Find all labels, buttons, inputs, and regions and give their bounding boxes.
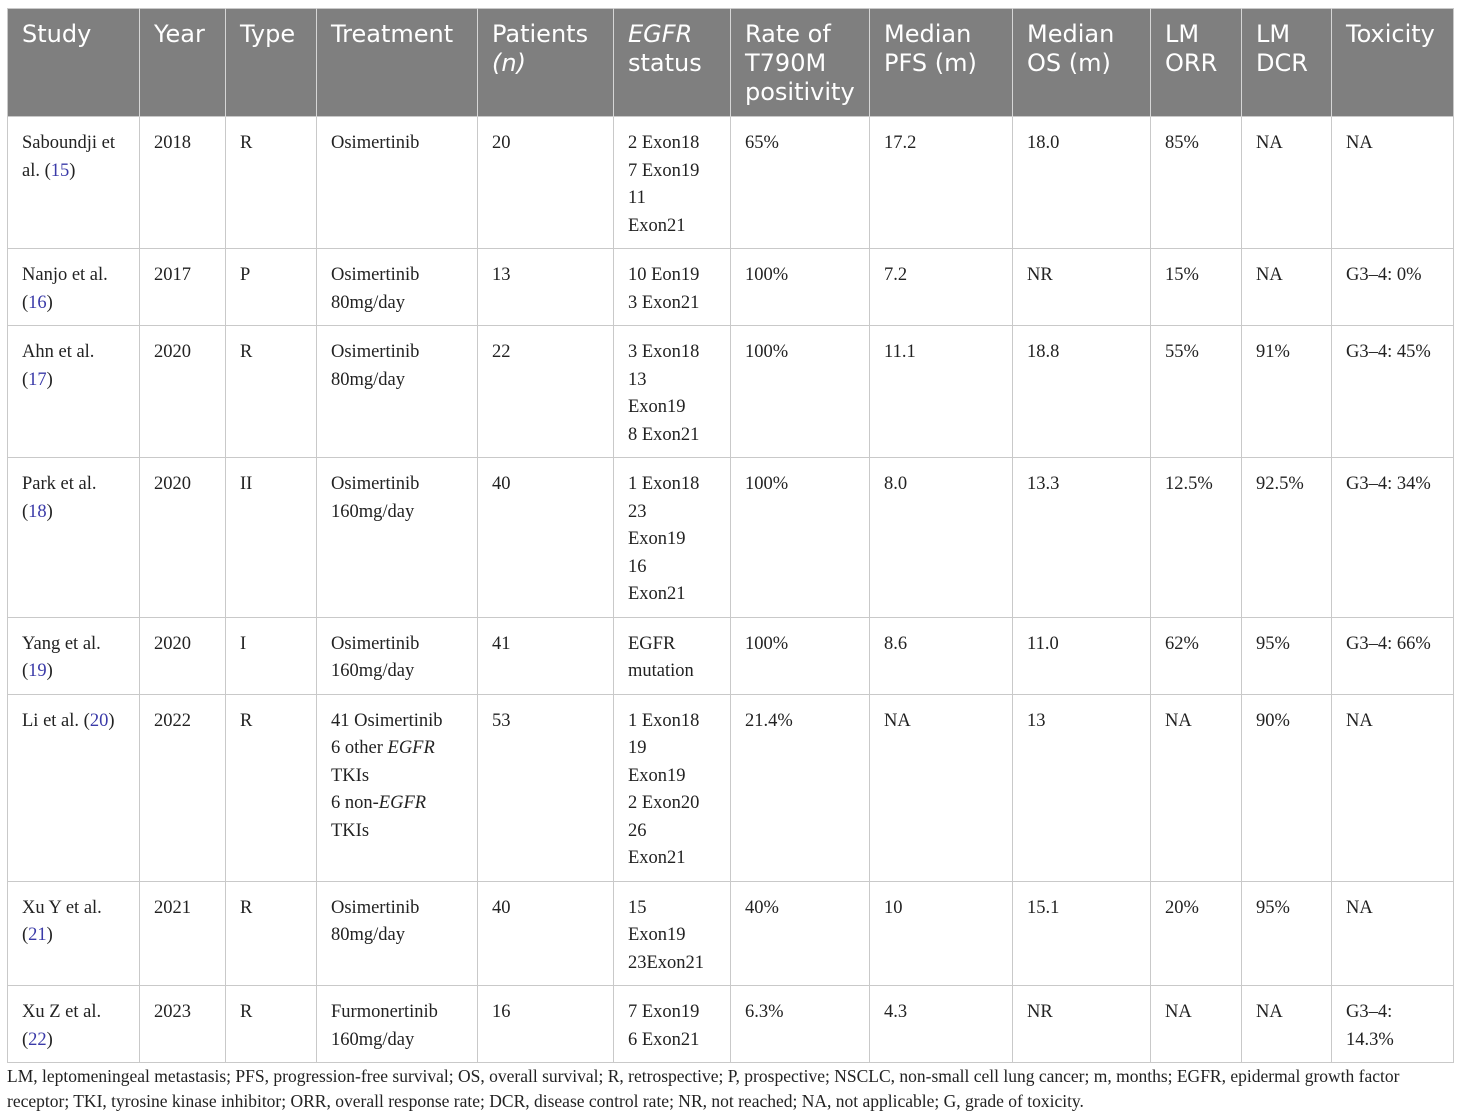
cell-year: 2023: [140, 986, 226, 1063]
cell-t790m-rate: 40%: [731, 881, 870, 986]
cell-lm-dcr: NA: [1242, 117, 1332, 249]
treatment-line: Osimertinib: [331, 897, 420, 918]
egfr-status-line: 15: [628, 897, 647, 918]
col-header-treatment: [317, 9, 478, 117]
toxicity-line: NA: [1346, 710, 1373, 731]
treatment-line: 41 Osimertinib: [331, 710, 443, 731]
cell-patients: 40: [478, 881, 614, 986]
cell-treatment: [317, 986, 478, 1063]
header-line: Rate of: [745, 20, 831, 48]
cell-study: [8, 881, 140, 986]
toxicity-line: G3–4: 34%: [1346, 474, 1431, 494]
col-header-lm-orr: [1151, 9, 1242, 117]
cell-patients: 13: [478, 249, 614, 326]
egfr-status-line: mutation: [628, 661, 694, 681]
header-line: PFS (m): [884, 49, 977, 77]
cell-study: [8, 617, 140, 694]
cell-type: II: [226, 458, 317, 618]
study-ref-close: ): [46, 369, 53, 390]
cell-study: [8, 458, 140, 618]
egfr-status-line: 23: [628, 501, 647, 522]
treatment-line: 160mg/day: [331, 501, 415, 522]
header-line: (n): [492, 49, 526, 77]
col-header-label: [628, 20, 716, 78]
cell-patients: 16: [478, 986, 614, 1063]
egfr-status-line: Exon19: [628, 925, 686, 945]
cell-type: P: [226, 249, 317, 326]
cell-median-os: 13.3: [1013, 458, 1151, 618]
treatment-line: Osimertinib: [331, 265, 420, 285]
table-footnote: LM, leptomeningeal metastasis; PFS, progression-free survival; OS, overall survival; R, retrospective; P, prospective; NSCLC, non-small cell lung cancer; m, months; EGFR, epidermal growth factor receptor; TKI, tyrosine kinase inhibitor; ORR, overall response rate; DCR, disease control rate; NR, not reached; NA, not applicable; G, grade of toxicity.: [7, 1066, 1400, 1111]
col-header-label: Study: [22, 20, 92, 48]
study-ref-close: ): [69, 160, 76, 181]
cell-year: 2020: [140, 458, 226, 618]
cell-median-pfs: NA: [870, 694, 1013, 881]
header-line: Median: [1027, 20, 1115, 48]
toxicity-line: NA: [1346, 897, 1373, 918]
cell-lm-dcr: 90%: [1242, 694, 1332, 881]
cell-lm-orr: NA: [1151, 986, 1242, 1063]
cell-lm-orr: 20%: [1151, 881, 1242, 986]
cell-median-pfs: 11.1: [870, 326, 1013, 458]
col-header-label: [1256, 20, 1317, 78]
cell-type: R: [226, 986, 317, 1063]
egfr-status-line: EGFR: [628, 633, 676, 654]
header-line: LM: [1256, 20, 1291, 48]
col-header-label: [745, 20, 855, 107]
header-line: EGFR: [628, 20, 693, 48]
cell-median-pfs: 8.0: [870, 458, 1013, 618]
cell-toxicity: [1332, 694, 1454, 881]
col-header-study: [8, 9, 140, 117]
cell-lm-dcr: 95%: [1242, 617, 1332, 694]
cell-toxicity: [1332, 326, 1454, 458]
cell-t790m-rate: 21.4%: [731, 694, 870, 881]
cell-egfr-status: [614, 458, 731, 618]
treatment-line: 160mg/day: [331, 1029, 415, 1050]
header-row: [8, 9, 1454, 117]
header-line: status: [628, 49, 702, 77]
cell-toxicity: [1332, 986, 1454, 1063]
egfr-status-line: 2 Exon18: [628, 133, 700, 153]
cell-t790m-rate: 6.3%: [731, 986, 870, 1063]
cell-lm-dcr: 95%: [1242, 881, 1332, 986]
cell-patients: 22: [478, 326, 614, 458]
cell-lm-dcr: 91%: [1242, 326, 1332, 458]
study-name: Park et al. (: [22, 474, 97, 522]
study-name: Li et al. (: [22, 710, 90, 731]
reference-link[interactable]: 16: [28, 292, 47, 313]
cell-year: 2020: [140, 326, 226, 458]
treatment-line: TKIs: [331, 765, 370, 786]
cell-treatment: [317, 249, 478, 326]
cell-lm-dcr: 92.5%: [1242, 458, 1332, 618]
cell-median-os: 13: [1013, 694, 1151, 881]
cell-toxicity: [1332, 617, 1454, 694]
gene-name: EGFR: [387, 738, 435, 758]
reference-link[interactable]: 17: [28, 369, 47, 390]
table-row: [8, 694, 1454, 881]
cell-patients: 53: [478, 694, 614, 881]
cell-median-os: NR: [1013, 986, 1151, 1063]
table-row: [8, 458, 1454, 618]
cell-toxicity: [1332, 881, 1454, 986]
cell-lm-orr: 62%: [1151, 617, 1242, 694]
col-header-t790m-rate: [731, 9, 870, 117]
cell-egfr-status: [614, 881, 731, 986]
col-header-lm-dcr: [1242, 9, 1332, 117]
col-header-median-pfs: [870, 9, 1013, 117]
col-header-toxicity: [1332, 9, 1454, 117]
table-row: [8, 617, 1454, 694]
table-row: [8, 117, 1454, 249]
cell-t790m-rate: 100%: [731, 617, 870, 694]
cell-median-os: 18.0: [1013, 117, 1151, 249]
reference-link[interactable]: 19: [28, 661, 47, 681]
cell-median-pfs: 17.2: [870, 117, 1013, 249]
egfr-status-line: 19: [628, 738, 647, 758]
treatment-line: 80mg/day: [331, 369, 405, 390]
col-header-patients: [478, 9, 614, 117]
treatment-line: Furmonertinib: [331, 1002, 438, 1022]
cell-egfr-status: [614, 117, 731, 249]
study-ref-close: ): [46, 1029, 53, 1050]
egfr-status-line: Exon21: [628, 848, 686, 868]
cell-year: 2022: [140, 694, 226, 881]
egfr-status-line: Exon21: [628, 584, 686, 604]
egfr-status-line: 10 Eon19: [628, 265, 700, 285]
table-row: [8, 881, 1454, 986]
treatment-line: Osimertinib: [331, 474, 420, 494]
header-line: ORR: [1165, 49, 1218, 77]
table-row: [8, 986, 1454, 1063]
toxicity-line: G3–4:: [1346, 1002, 1393, 1022]
treatment-line: 6 non-EGFR: [331, 793, 427, 813]
egfr-status-line: 2 Exon20: [628, 793, 700, 813]
treatment-line: Osimertinib: [331, 133, 420, 153]
egfr-status-line: 7 Exon19: [628, 1002, 700, 1022]
header-line: positivity: [745, 78, 855, 106]
cell-median-pfs: 10: [870, 881, 1013, 986]
header-line: Patients: [492, 20, 589, 48]
col-header-label: [492, 20, 599, 78]
reference-link[interactable]: 15: [50, 160, 70, 181]
treatment-line: Osimertinib: [331, 633, 420, 654]
egfr-status-line: 1 Exon18: [628, 474, 700, 494]
study-name: Xu Y et al. (: [22, 897, 102, 945]
col-header-label: Toxicity: [1346, 20, 1435, 48]
col-header-label: [884, 20, 998, 78]
cell-treatment: [317, 458, 478, 618]
cell-median-os: NR: [1013, 249, 1151, 326]
cell-treatment: [317, 326, 478, 458]
treatment-line: 80mg/day: [331, 292, 405, 313]
col-header-label: Year: [154, 20, 205, 48]
header-line: DCR: [1256, 49, 1308, 77]
col-header-label: [1027, 20, 1136, 78]
cell-year: 2017: [140, 249, 226, 326]
cell-toxicity: [1332, 249, 1454, 326]
egfr-status-line: Exon19: [628, 397, 686, 417]
cell-toxicity: [1332, 117, 1454, 249]
egfr-status-line: Exon21: [628, 215, 686, 236]
treatment-line: 160mg/day: [331, 661, 415, 681]
cell-lm-orr: NA: [1151, 694, 1242, 881]
gene-name: EGFR: [378, 793, 427, 813]
toxicity-line: NA: [1346, 133, 1373, 153]
egfr-status-line: Exon19: [628, 529, 686, 549]
cell-year: 2021: [140, 881, 226, 986]
toxicity-line: G3–4: 45%: [1346, 342, 1431, 362]
study-name: Saboundji et al. (: [22, 133, 116, 181]
cell-median-os: 18.8: [1013, 326, 1151, 458]
study-name: Ahn et al. (: [22, 342, 95, 390]
treatment-line: 80mg/day: [331, 925, 405, 945]
cell-type: R: [226, 326, 317, 458]
header-line: OS (m): [1027, 49, 1111, 77]
cell-study: [8, 986, 140, 1063]
egfr-status-line: 11: [628, 188, 646, 208]
egfr-status-line: 8 Exon21: [628, 424, 700, 445]
cell-type: R: [226, 694, 317, 881]
egfr-status-line: 26: [628, 820, 647, 841]
reference-link[interactable]: 21: [28, 925, 47, 945]
toxicity-line: 14.3%: [1346, 1029, 1394, 1050]
study-ref-close: ): [46, 661, 53, 681]
cell-median-pfs: 8.6: [870, 617, 1013, 694]
egfr-status-line: 16: [628, 556, 647, 577]
cell-lm-orr: 15%: [1151, 249, 1242, 326]
egfr-status-line: 7 Exon19: [628, 160, 700, 181]
cell-median-os: 11.0: [1013, 617, 1151, 694]
cell-treatment: [317, 881, 478, 986]
cell-year: 2020: [140, 617, 226, 694]
treatment-line: 6 other EGFR: [331, 738, 435, 758]
study-name: Xu Z et al. (: [22, 1002, 102, 1050]
table-row: [8, 249, 1454, 326]
table-body: [8, 117, 1454, 1063]
study-ref-close: ): [46, 292, 53, 313]
reference-link[interactable]: 22: [28, 1029, 47, 1050]
cell-egfr-status: [614, 249, 731, 326]
col-header-egfr-status: [614, 9, 731, 117]
cell-median-pfs: 4.3: [870, 986, 1013, 1063]
cell-patients: 40: [478, 458, 614, 618]
header-line: LM: [1165, 20, 1200, 48]
cell-treatment: [317, 117, 478, 249]
egfr-status-line: 3 Exon18: [628, 342, 700, 362]
cell-treatment: [317, 694, 478, 881]
treatment-line: Osimertinib: [331, 342, 420, 362]
col-header-median-os: [1013, 9, 1151, 117]
cell-toxicity: [1332, 458, 1454, 618]
cell-median-pfs: 7.2: [870, 249, 1013, 326]
cell-lm-dcr: NA: [1242, 249, 1332, 326]
study-table-container: [7, 8, 1453, 1063]
toxicity-line: G3–4: 66%: [1346, 633, 1431, 654]
cell-t790m-rate: 100%: [731, 249, 870, 326]
toxicity-line: G3–4: 0%: [1346, 265, 1422, 285]
study-ref-close: ): [46, 501, 53, 522]
cell-egfr-status: [614, 986, 731, 1063]
reference-link[interactable]: 18: [28, 501, 47, 522]
cell-lm-orr: 85%: [1151, 117, 1242, 249]
cell-patients: 41: [478, 617, 614, 694]
col-header-year: [140, 9, 226, 117]
cell-type: R: [226, 117, 317, 249]
cell-lm-orr: 55%: [1151, 326, 1242, 458]
study-table: [7, 8, 1454, 1063]
cell-egfr-status: [614, 617, 731, 694]
cell-study: [8, 694, 140, 881]
cell-egfr-status: [614, 694, 731, 881]
cell-study: [8, 249, 140, 326]
reference-link[interactable]: 20: [89, 710, 109, 731]
cell-egfr-status: [614, 326, 731, 458]
cell-treatment: [317, 617, 478, 694]
egfr-status-line: 23Exon21: [628, 952, 705, 973]
cell-study: [8, 326, 140, 458]
col-header-type: [226, 9, 317, 117]
egfr-status-line: Exon19: [628, 765, 686, 786]
col-header-label: Type: [240, 20, 296, 48]
egfr-status-line: 13: [628, 369, 647, 390]
cell-year: 2018: [140, 117, 226, 249]
egfr-status-line: 6 Exon21: [628, 1029, 700, 1050]
header-line: T790M: [745, 49, 827, 77]
cell-lm-dcr: NA: [1242, 986, 1332, 1063]
cell-lm-orr: 12.5%: [1151, 458, 1242, 618]
table-row: [8, 326, 1454, 458]
cell-patients: 20: [478, 117, 614, 249]
study-ref-close: ): [108, 710, 115, 731]
egfr-status-line: 3 Exon21: [628, 292, 700, 313]
cell-t790m-rate: 65%: [731, 117, 870, 249]
col-header-label: [1165, 20, 1227, 78]
col-header-label: Treatment: [331, 20, 454, 48]
study-name: Yang et al. (: [22, 633, 101, 681]
cell-study: [8, 117, 140, 249]
cell-type: R: [226, 881, 317, 986]
treatment-line: TKIs: [331, 820, 370, 841]
study-ref-close: ): [46, 925, 53, 945]
egfr-status-line: 1 Exon18: [628, 710, 700, 731]
study-name: Nanjo et al. (: [22, 265, 108, 313]
cell-t790m-rate: 100%: [731, 326, 870, 458]
cell-type: I: [226, 617, 317, 694]
cell-median-os: 15.1: [1013, 881, 1151, 986]
cell-t790m-rate: 100%: [731, 458, 870, 618]
header-line: Median: [884, 20, 972, 48]
